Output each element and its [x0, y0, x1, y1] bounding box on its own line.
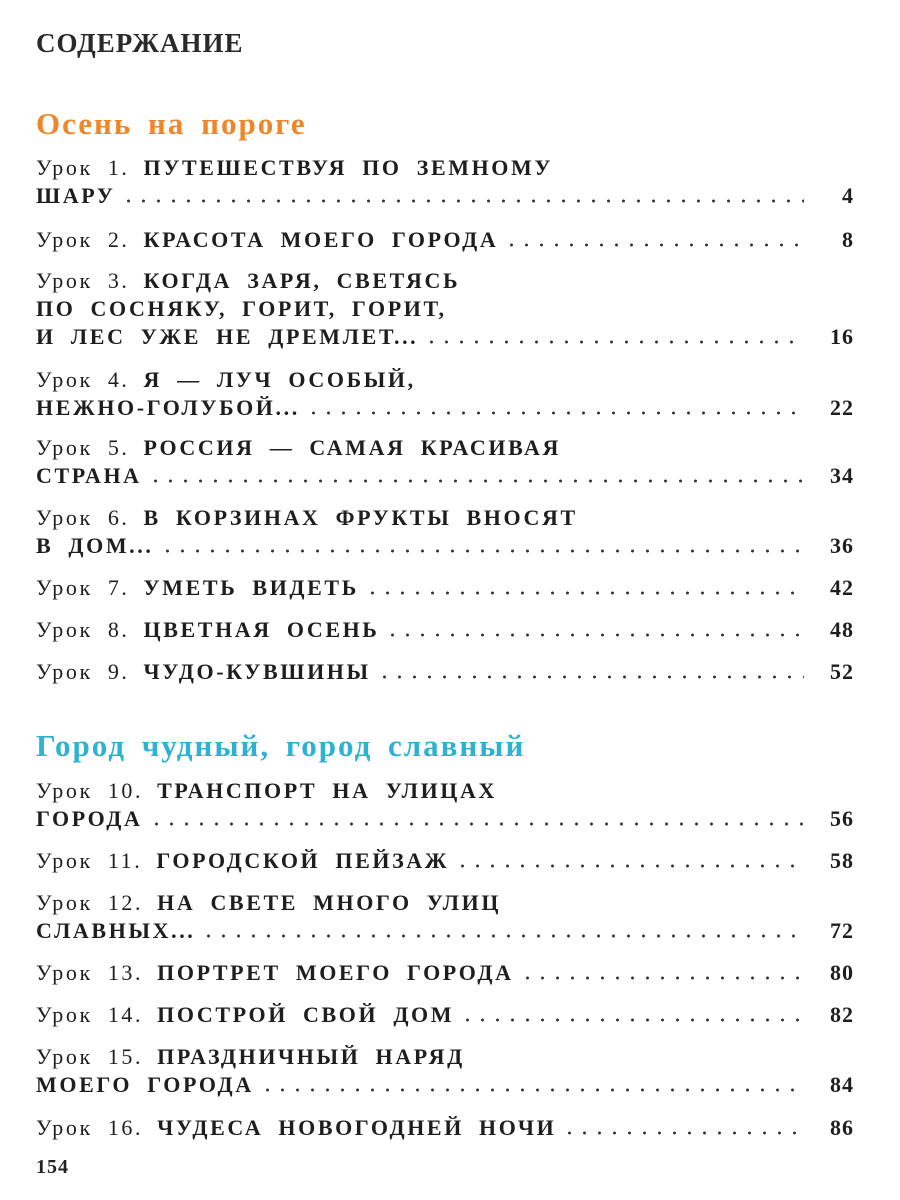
lesson-label: Урок 9. [36, 659, 130, 684]
toc-entry-line [36, 574, 854, 602]
toc-entry[interactable] [36, 574, 854, 602]
toc-entry-line [36, 1043, 854, 1071]
toc-entry-line [36, 504, 854, 532]
dot-leader [460, 1017, 804, 1023]
lesson-title: РОССИЯ — САМАЯ КРАСИВАЯ [143, 435, 561, 460]
lesson-title: ШАРУ [36, 183, 116, 208]
lesson-label: Урок 11. [36, 848, 143, 873]
lesson-label: Урок 13. [36, 960, 144, 985]
toc-entry[interactable] [36, 154, 854, 210]
toc-entry-line [36, 1001, 854, 1029]
lesson-title: КОГДА ЗАРЯ, СВЕТЯСЬ [143, 268, 461, 293]
dot-leader [260, 1087, 804, 1093]
dot-leader [148, 478, 804, 484]
lesson-title: ПОСТРОЙ СВОЙ ДОМ [157, 1002, 455, 1027]
toc-entry-line [36, 295, 854, 323]
toc-entry[interactable] [36, 1001, 854, 1029]
toc-entry-line [36, 847, 854, 875]
toc-entry[interactable] [36, 226, 854, 254]
lesson-title: УМЕТЬ ВИДЕТЬ [143, 575, 359, 600]
dot-leader [385, 632, 804, 638]
toc-entry[interactable] [36, 434, 854, 490]
toc-entry-line [36, 1114, 854, 1142]
toc-entry-line [36, 226, 854, 254]
lesson-title: ГОРОДА [36, 806, 143, 831]
dot-leader [377, 674, 804, 680]
lesson-label: Урок 4. [36, 367, 130, 392]
toc-entry[interactable] [36, 1114, 854, 1142]
toc-entry-line [36, 959, 854, 987]
lesson-title: ТРАНСПОРТ НА УЛИЦАХ [157, 778, 497, 803]
lesson-title: КРАСОТА МОЕГО ГОРОДА [143, 227, 499, 252]
lesson-label: Урок 5. [36, 435, 130, 460]
page-ref: 36 [830, 533, 854, 558]
lesson-label: Урок 2. [36, 227, 130, 252]
page-ref: 16 [830, 324, 854, 349]
lesson-title: СЛАВНЫХ... [36, 918, 196, 943]
page-ref: 58 [830, 848, 854, 873]
toc-entry-line [36, 366, 854, 394]
lesson-label: Урок 12. [36, 890, 144, 915]
toc-entry-line [36, 1071, 854, 1099]
toc-entry-line [36, 616, 854, 644]
lesson-label: Урок 16. [36, 1115, 144, 1140]
dot-leader [562, 1130, 804, 1136]
toc-entry[interactable] [36, 847, 854, 875]
page-ref: 72 [830, 918, 854, 943]
lesson-title: НЕЖНО-ГОЛУБОЙ... [36, 395, 300, 420]
page-ref: 34 [830, 463, 854, 488]
lesson-title: И ЛЕС УЖЕ НЕ ДРЕМЛЕТ... [36, 324, 419, 349]
lesson-title: ПО СОСНЯКУ, ГОРИТ, ГОРИТ, [36, 296, 447, 321]
page-ref: 86 [830, 1115, 854, 1140]
page-ref: 42 [830, 575, 854, 600]
toc-entry[interactable] [36, 777, 854, 833]
page-number: 154 [36, 1156, 69, 1178]
page-ref: 22 [830, 395, 854, 420]
toc-entry-line [36, 434, 854, 462]
lesson-label: Урок 1. [36, 155, 130, 180]
page-ref: 48 [830, 617, 854, 642]
toc-entry[interactable] [36, 267, 854, 351]
lesson-title: МОЕГО ГОРОДА [36, 1072, 254, 1097]
section-heading: Город чудный, город славный [36, 728, 526, 763]
dot-leader [160, 548, 805, 554]
toc-entry-line [36, 777, 854, 805]
page-ref: 80 [830, 960, 854, 985]
page-ref: 56 [830, 806, 854, 831]
lesson-title: НА СВЕТЕ МНОГО УЛИЦ [157, 890, 502, 915]
lesson-title: ЧУДО-КУВШИНЫ [143, 659, 371, 684]
page-ref: 52 [830, 659, 854, 684]
toc-entry-line [36, 182, 854, 210]
toc-entry[interactable] [36, 366, 854, 422]
dot-leader [520, 975, 804, 981]
lesson-title: ПРАЗДНИЧНЫЙ НАРЯД [157, 1044, 465, 1069]
toc-entry-line [36, 532, 854, 560]
lesson-title: В КОРЗИНАХ ФРУКТЫ ВНОСЯТ [143, 505, 578, 530]
toc-entry-line [36, 154, 854, 182]
section-heading: Осень на пороге [36, 106, 307, 141]
lesson-label: Урок 3. [36, 268, 130, 293]
toc-entry-line [36, 889, 854, 917]
dot-leader [201, 933, 804, 939]
toc-entry[interactable] [36, 658, 854, 686]
lesson-label: Урок 8. [36, 617, 130, 642]
dot-leader [306, 410, 804, 416]
lesson-title: ПУТЕШЕСТВУЯ ПО ЗЕМНОМУ [143, 155, 554, 180]
lesson-label: Урок 14. [36, 1002, 144, 1027]
lesson-title: ПОРТРЕТ МОЕГО ГОРОДА [157, 960, 514, 985]
lesson-label: Урок 10. [36, 778, 144, 803]
toc-entry-line [36, 323, 854, 351]
toc-entry[interactable] [36, 616, 854, 644]
toc-entry[interactable] [36, 1043, 854, 1099]
toc-entry[interactable] [36, 889, 854, 945]
lesson-title: ЧУДЕСА НОВОГОДНЕЙ НОЧИ [157, 1115, 557, 1140]
page-ref: 8 [842, 227, 854, 252]
page-ref: 82 [830, 1002, 854, 1027]
toc-entry-line [36, 394, 854, 422]
dot-leader [365, 590, 804, 596]
lesson-title: ГОРОДСКОЙ ПЕЙЗАЖ [156, 848, 450, 873]
lesson-title: Я — ЛУЧ ОСОБЫЙ, [143, 367, 416, 392]
dot-leader [149, 821, 804, 827]
dot-leader [424, 339, 804, 345]
lesson-label: Урок 7. [36, 575, 130, 600]
toc-entry-line [36, 267, 854, 295]
dot-leader [504, 242, 804, 248]
lesson-label: Урок 6. [36, 505, 130, 530]
lesson-label: Урок 15. [36, 1044, 144, 1069]
page-title: СОДЕРЖАНИЕ [36, 28, 244, 58]
page-ref: 4 [842, 183, 854, 208]
dot-leader [455, 863, 804, 869]
toc-entry[interactable] [36, 504, 854, 560]
toc-entry-line [36, 658, 854, 686]
lesson-title: СТРАНА [36, 463, 142, 488]
toc-entry-line [36, 462, 854, 490]
lesson-title: В ДОМ... [36, 533, 154, 558]
toc-entry-line [36, 805, 854, 833]
toc-entry[interactable] [36, 959, 854, 987]
page-ref: 84 [830, 1072, 854, 1097]
lesson-title: ЦВЕТНАЯ ОСЕНЬ [143, 617, 380, 642]
toc-entry-line [36, 917, 854, 945]
dot-leader [121, 198, 804, 204]
